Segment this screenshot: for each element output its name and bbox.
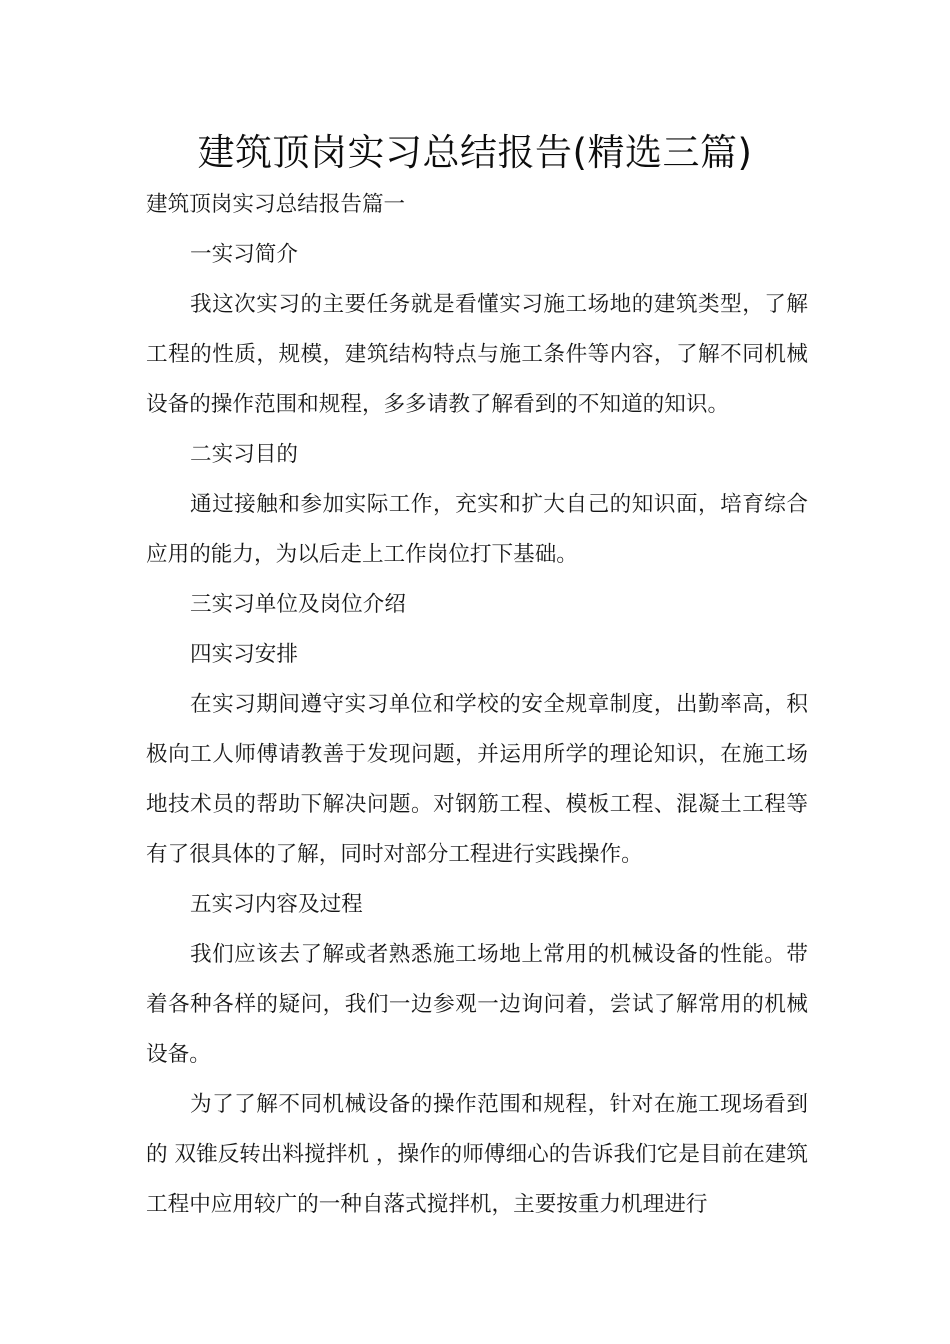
- section-heading-arrangement: 四实习安排: [190, 642, 298, 667]
- document-body: [146, 180, 808, 1230]
- document-title: 建筑顶岗实习总结报告(精选三篇): [197, 131, 753, 174]
- paragraph-purpose: 通过接触和参加实际工作，充实和扩大自己的知识面，培育综合应用的能力，为以后走上工作岗位打下基础。: [146, 492, 808, 567]
- paragraph-content-2: 为了了解不同机械设备的操作范围和规程，针对在施工现场看到的 双锥反转出料搅拌机 ，操作的师傅细心的告诉我们它是目前在建筑工程中应用较广的一种自落式搅拌机，主要按重力机理进行: [146, 1092, 808, 1217]
- section-heading-unit: 三实习单位及岗位介绍: [190, 592, 406, 617]
- section-heading-content: 五实习内容及过程: [190, 892, 363, 917]
- paragraph-arrangement: 在实习期间遵守实习单位和学校的安全规章制度，出勤率高，积极向工人师傅请教善于发现问题，并运用所学的理论知识，在施工场地技术员的帮助下解决问题。对钢筋工程、模板工程、混凝土工程等有了很具体的了解，同时对部分工程进行实践操作。: [146, 692, 808, 867]
- section-heading-purpose: 二实习目的: [190, 442, 298, 467]
- paragraph-intro: 我这次实习的主要任务就是看懂实习施工场地的建筑类型，了解工程的性质，规模，建筑结构特点与施工条件等内容，了解不同机械设备的操作范围和规程，多多请教了解看到的不知道的知识。: [146, 292, 808, 417]
- paragraph-content-1: 我们应该去了解或者熟悉施工场地上常用的机械设备的性能。带着各种各样的疑问，我们一边参观一边询问着，尝试了解常用的机械设备。: [146, 942, 808, 1067]
- section-subtitle: 建筑顶岗实习总结报告篇一: [146, 192, 406, 217]
- section-heading-intro: 一实习简介: [190, 242, 298, 267]
